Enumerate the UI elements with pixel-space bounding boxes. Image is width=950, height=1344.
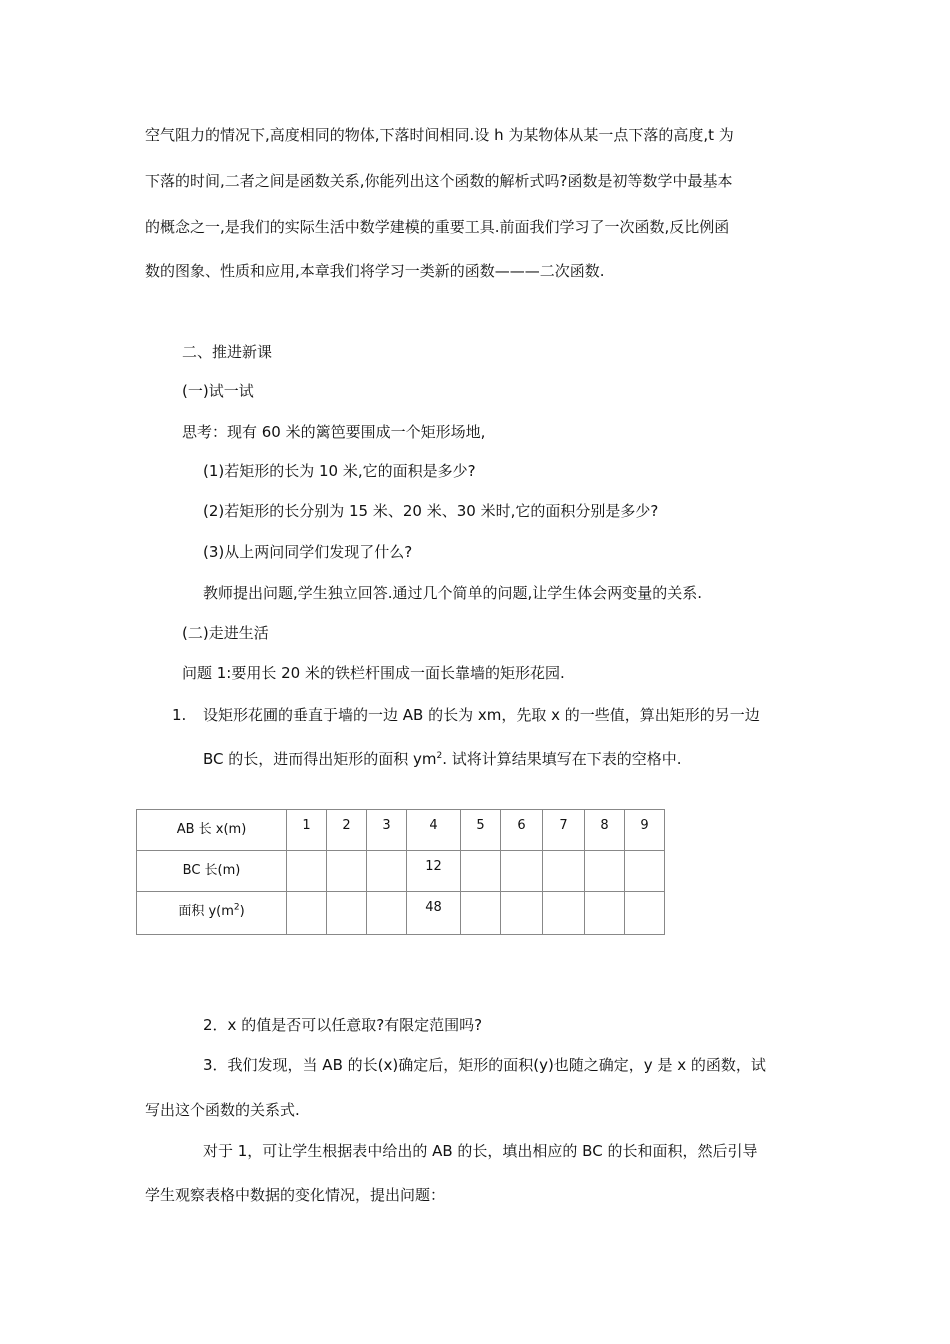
item-1-line-1: 设矩形花圃的垂直于墙的一边 AB 的长为 xm，先取 x 的一些值，算出矩形的另一边 <box>203 706 760 724</box>
intro-line-4: 数的图象、性质和应用,本章我们将学习一类新的函数———二次函数. <box>145 262 605 280</box>
table-cell <box>367 851 407 892</box>
table-cell: 9 <box>625 810 665 851</box>
table-cell <box>327 851 367 892</box>
section-title: 二、推进新课 <box>182 343 273 361</box>
table-cell <box>543 892 585 935</box>
item-2: 2．x 的值是否可以任意取?有限定范围吗? <box>203 1016 483 1034</box>
data-table <box>136 809 665 935</box>
table-row <box>137 851 665 892</box>
note-line-1: 对于 1，可让学生根据表中给出的 AB 的长，填出相应的 BC 的长和面积，然后引导 <box>203 1142 758 1160</box>
row-header-bc: BC 长(m) <box>137 851 287 892</box>
table-cell <box>327 892 367 935</box>
table-cell: 4 <box>407 810 461 851</box>
table-cell: 7 <box>543 810 585 851</box>
row-header-area-text: 面积 y(m <box>178 904 234 919</box>
table-cell <box>287 851 327 892</box>
problem-1: 问题 1:要用长 20 米的铁栏杆围成一面长靠墙的矩形花园. <box>182 664 565 682</box>
table-cell <box>625 892 665 935</box>
item-1-number: 1. <box>172 706 187 724</box>
intro-line-3: 的概念之一,是我们的实际生活中数学建模的重要工具.前面我们学习了一次函数,反比例函 <box>145 218 730 236</box>
item-1-line-2-tail: . 试将计算结果填写在下表的空格中. <box>442 750 682 768</box>
superscript-2: 2 <box>436 751 443 761</box>
part2-title: (二)走进生活 <box>182 624 269 642</box>
table-cell <box>625 851 665 892</box>
intro-line-2: 下落的时间,二者之间是函数关系,你能列出这个函数的解析式吗?函数是初等数学中最基本 <box>145 172 733 190</box>
table-cell: 2 <box>327 810 367 851</box>
row-header-area <box>137 892 287 935</box>
row-header-ab: AB 长 x(m) <box>137 810 287 851</box>
table-cell: 6 <box>501 810 543 851</box>
table-cell <box>543 851 585 892</box>
table-cell <box>585 892 625 935</box>
table-cell: 8 <box>585 810 625 851</box>
table-cell <box>461 851 501 892</box>
table-cell: 1 <box>287 810 327 851</box>
table-cell <box>501 851 543 892</box>
teacher-note: 教师提出问题,学生独立回答.通过几个简单的问题,让学生体会两变量的关系. <box>203 584 703 602</box>
question-3: (3)从上两问同学们发现了什么? <box>203 543 413 561</box>
note-line-2: 学生观察表格中数据的变化情况，提出问题： <box>145 1186 446 1204</box>
superscript-2: 2 <box>233 902 240 913</box>
item-3-line-2: 写出这个函数的关系式. <box>145 1101 300 1119</box>
table-cell <box>367 892 407 935</box>
table-cell <box>501 892 543 935</box>
item-3-line-1: 3．我们发现，当 AB 的长(x)确定后，矩形的面积(y)也随之确定，y 是 x 的函数，试 <box>203 1056 766 1074</box>
part1-title: (一)试一试 <box>182 382 254 400</box>
table-row <box>137 892 665 935</box>
table-cell: 3 <box>367 810 407 851</box>
question-1: (1)若矩形的长为 10 米,它的面积是多少? <box>203 462 476 480</box>
think-question: 思考：现有 60 米的篱笆要围成一个矩形场地, <box>182 423 486 441</box>
question-2: (2)若矩形的长分别为 15 米、20 米、30 米时,它的面积分别是多少? <box>203 502 659 520</box>
item-1-line-2-text: BC 的长，进而得出矩形的面积 ym <box>203 750 437 768</box>
intro-line-1: 空气阻力的情况下,高度相同的物体,下落时间相同.设 h 为某物体从某一点下落的高度,t 为 <box>145 126 734 144</box>
table-row <box>137 810 665 851</box>
row-header-area-close: ) <box>239 904 245 919</box>
table-cell: 48 <box>407 892 461 935</box>
item-1-line-2 <box>203 748 682 770</box>
table-cell <box>585 851 625 892</box>
table-cell: 12 <box>407 851 461 892</box>
table-cell <box>461 892 501 935</box>
table-cell <box>287 892 327 935</box>
table-cell: 5 <box>461 810 501 851</box>
